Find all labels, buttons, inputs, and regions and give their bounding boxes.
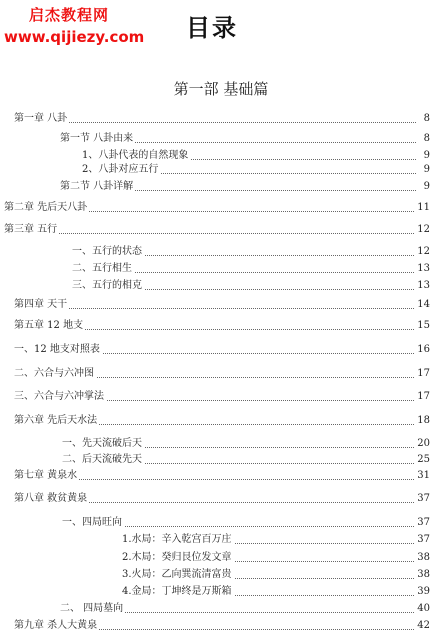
toc-entry[interactable] [0,469,442,483]
toc-entry-label: 第九章 杀人大黄泉 [14,620,98,631]
toc-entry-page: 31 [417,470,430,481]
page-title: 目录 [186,13,238,42]
toc-entry-label: 二、后天流破先天 [62,454,142,465]
dot-leader [14,122,416,123]
part-heading: 第一部 基础篇 [173,80,269,98]
toc-entry-page: 37 [417,493,430,504]
toc-entry[interactable] [0,390,442,404]
toc-entry[interactable] [0,298,442,312]
toc-entry[interactable] [0,437,442,451]
toc-entry[interactable] [0,492,442,506]
toc-entry[interactable] [0,551,442,565]
toc-entry[interactable] [0,223,442,237]
toc-entry-page: 20 [417,438,430,449]
toc-entry[interactable] [0,568,442,582]
toc-entry-label: 第六章 先后天水法 [14,415,98,426]
toc-entry-page: 37 [417,517,430,528]
toc-entry[interactable] [0,619,442,633]
watermark-site-name: 启杰教程网 [29,6,110,24]
toc-entry-label: 二、 四局墓向 [60,603,124,614]
toc-entry-page: 39 [417,586,430,597]
toc-entry-page: 12 [417,246,430,257]
toc-entry-page: 9 [423,181,430,192]
toc-entry-page: 11 [417,202,430,213]
toc-entry-page: 17 [417,368,430,379]
toc-entry-label: 3.火局：乙向巽流清富贵 [122,569,232,580]
toc-entry[interactable] [0,343,442,357]
toc-entry-page: 8 [423,133,430,144]
toc-entry-label: 第三章 五行 [4,224,58,235]
toc-entry[interactable] [0,132,442,146]
toc-entry-label: 第二章 先后天八卦 [4,202,88,213]
toc-entry-label: 三、五行的相克 [72,280,142,291]
watermark-url: www.qijiezy.com [4,28,145,46]
toc-entry-label: 4.金局：丁坤终是万斯箱 [122,586,232,597]
toc-entry-label: 1.水局：辛入乾宫百万庄 [122,534,232,545]
toc-entry-page: 38 [417,569,430,580]
toc-entry-page: 12 [417,224,430,235]
toc-entry-label: 第八章 救贫黄泉 [14,493,88,504]
toc-entry-label: 一、12 地支对照表 [14,344,100,355]
toc-entry[interactable] [0,201,442,215]
dot-leader [14,308,416,309]
toc-entry-label: 第一章 八卦 [14,113,68,124]
toc-entry-page: 40 [417,603,430,614]
toc-entry-label: 第五章 12 地支 [14,320,84,331]
toc-entry[interactable] [0,163,442,177]
toc-entry-label: 2、八卦对应五行 [82,164,159,175]
toc-entry-page: 17 [417,391,430,402]
toc-entry-label: 一、四局旺向 [62,517,122,528]
toc-entry[interactable] [0,180,442,194]
toc-entry[interactable] [0,533,442,547]
toc-entry[interactable] [0,149,442,163]
toc-entry-label: 第一节 八卦由来 [60,133,134,144]
toc-entry-page: 18 [417,415,430,426]
toc-entry[interactable] [0,245,442,259]
toc-entry-label: 第七章 黄泉水 [14,470,78,481]
toc-entry-page: 13 [417,280,430,291]
toc-entry-label: 二、六合与六冲图 [14,368,94,379]
toc-entry-page: 15 [417,320,430,331]
toc-entry-page: 14 [417,299,430,310]
toc-entry[interactable] [0,602,442,616]
toc-entry-label: 1、八卦代表的自然现象 [82,150,189,161]
toc-entry[interactable] [0,516,442,530]
toc-entry-page: 13 [417,263,430,274]
toc-entry-label: 三、六合与六冲掌法 [14,391,104,402]
toc-entry-page: 9 [423,150,430,161]
toc-entry[interactable] [0,585,442,599]
toc-entry-page: 9 [423,164,430,175]
dot-leader [4,233,416,234]
toc-entry-label: 第四章 天干 [14,299,68,310]
toc-entry-page: 38 [417,552,430,563]
toc-entry-label: 一、五行的状态 [72,246,142,257]
toc-entry[interactable] [0,319,442,333]
toc-entry[interactable] [0,367,442,381]
toc-entry-page: 16 [417,344,430,355]
toc-entry-label: 二、五行相生 [72,263,132,274]
toc-entry-label: 一、先天流破后天 [62,438,142,449]
toc-entry-label: 第二节 八卦详解 [60,181,134,192]
toc-entry-page: 8 [423,113,430,124]
toc-entry[interactable] [0,279,442,293]
toc-entry[interactable] [0,453,442,467]
toc-entry[interactable] [0,112,442,126]
toc-entry-page: 42 [417,620,430,631]
toc-entry-page: 25 [417,454,430,465]
toc-entry-page: 37 [417,534,430,545]
toc-entry[interactable] [0,414,442,428]
toc-entry-label: 2.木局：癸归艮位发文章 [122,552,232,563]
toc-entry[interactable] [0,262,442,276]
